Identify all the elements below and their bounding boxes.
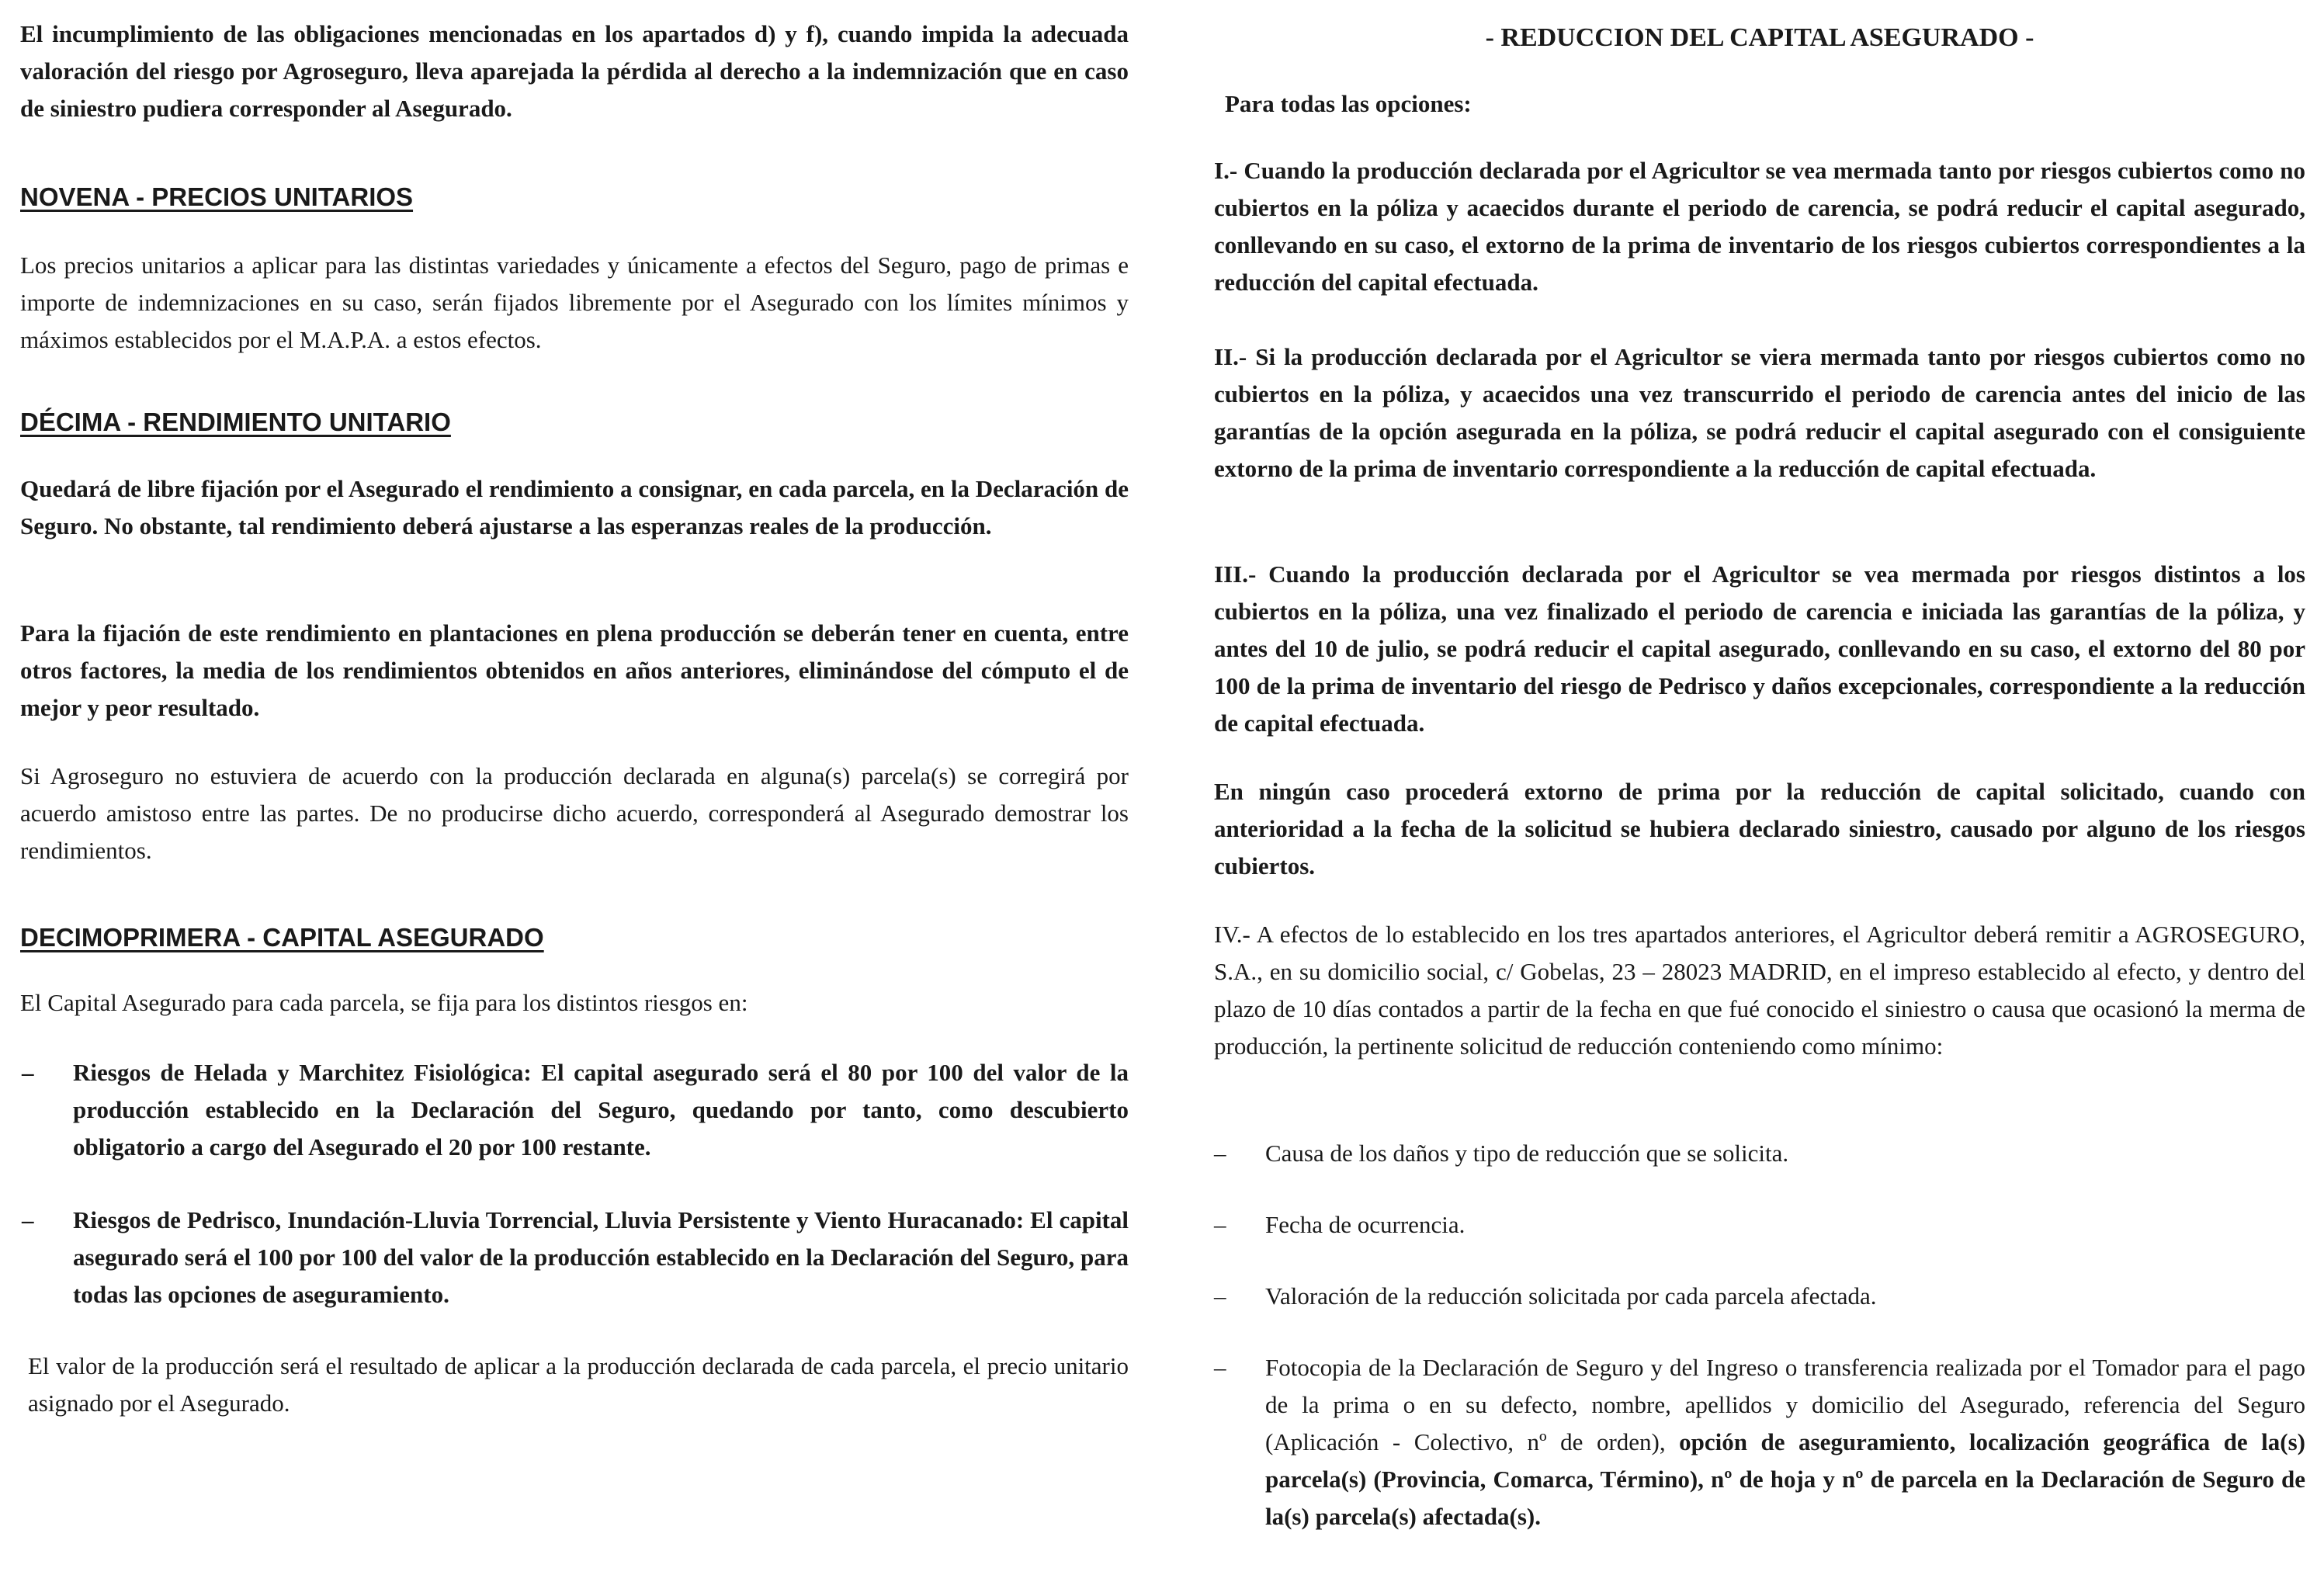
reduccion-subtitle: Para todas las opciones: [1225, 90, 1472, 117]
list-item-regular-text: Fotocopia de la Declaración de Seguro y del Ingreso o transferencia realizada por el Tomador para el pago de la prima o en su defecto, nombre, apellidos y domicilio del Asegurado, referencia del Seguro (Aplicación - Colectivo, nº de orden), [1265, 1354, 2305, 1455]
decima-paragraph-1: Quedará de libre fijación por el Asegurado el rendimiento a consignar, en cada parcela, en la Declaración de Seguro. No obstante, tal rendimiento deberá ajustarse a las esperanzas reales de la producción. [20, 475, 1129, 539]
list-item [1214, 1206, 2305, 1244]
dash-bullet: – [1214, 1140, 1226, 1167]
list-item-text: Riesgos de Helada y Marchitez Fisiológica: El capital asegurado será el 80 por 100 del valor de la producción establecido en la Declaración del Seguro, quedando por tanto, como descubierto obligatorio a cargo del Asegurado el 20 por 100 restante. [73, 1059, 1129, 1160]
decima-paragraph-3: Si Agroseguro no estuviera de acuerdo con la producción declarada en alguna(s) parcela(s) se corregirá por acuerdo amistoso entre las partes. De no producirse dicho acuerdo, corresponderá al Asegurado demostrar los rendimientos. [20, 762, 1129, 864]
dash-bullet: – [1214, 1354, 1226, 1381]
list-item-text [1265, 1349, 2305, 1535]
reduccion-title: - REDUCCION DEL CAPITAL ASEGURADO - [1485, 23, 2034, 52]
dash-bullet: – [1214, 1282, 1226, 1310]
decima-heading: DÉCIMA - RENDIMIENTO UNITARIO [20, 408, 451, 436]
novena-text: Los precios unitarios a aplicar para las distintas variedades y únicamente a efectos del Seguro, pago de primas e importe de indemnizaciones en su caso, serán fijados libremente por el Asegurado con los límites mínimos y máximos establecidos por el M.A.P.A. a estos efectos. [20, 252, 1129, 353]
list-item-text: Fecha de ocurrencia. [1265, 1211, 1466, 1238]
list-item [1214, 1278, 2305, 1315]
dash-bullet: – [1214, 1211, 1226, 1238]
dash-bullet: – [22, 1206, 34, 1233]
list-item-text: Valoración de la reducción solicitada por cada parcela afectada. [1265, 1282, 1877, 1310]
reduccion-paragraph-4: En ningún caso procederá extorno de prima por la reducción de capital solicitado, cuando con anterioridad a la fecha de la solicitud se hubiera declarado siniestro, causado por alguno de los riesgos cubiertos. [1214, 778, 2305, 879]
list-item [1214, 1349, 2305, 1535]
list-item [22, 1202, 1129, 1313]
reduccion-paragraph-2: II.- Si la producción declarada por el Agricultor se viera mermada tanto por riesgos cubiertos como no cubiertos en la póliza, y acaecidos una vez transcurrido el periodo de carencia antes del inicio de las garantías de la opción asegurada en la póliza, se podrá reducir el capital asegurado con el consiguiente extorno de la prima de inventario correspondiente a la reducción de capital efectuada. [1214, 343, 2305, 482]
reduccion-paragraph-1: I.- Cuando la producción declarada por el Agricultor se vea mermada tanto por riesgos cubiertos como no cubiertos en la póliza y acaecidos durante el periodo de carencia, se podrá reducir el capital asegurado, conllevando en su caso, el extorno de la prima de inventario de los riesgos cubiertos correspondientes a la reducción del capital efectuada. [1214, 157, 2305, 296]
decimoprimera-outro: El valor de la producción será el resultado de aplicar a la producción declarada de cada parcela, el precio unitario asignado por el Asegurado. [28, 1352, 1129, 1417]
list-item-text: Riesgos de Pedrisco, Inundación-Lluvia Torrencial, Lluvia Persistente y Viento Huracanado: El capital asegurado será el 100 por 100 del valor de la producción establecido en la Declaración del Seguro, para todas las opciones de aseguramiento. [73, 1206, 1129, 1308]
decimoprimera-heading: DECIMOPRIMERA - CAPITAL ASEGURADO [20, 923, 544, 952]
list-item-bold-text: opción de aseguramiento, localización geográfica de la(s) parcela(s) (Provincia, Comarca, Término), nº de hoja y nº de parcela en la Declaración de Seguro de la(s) parcela(s) afectada(s). [1265, 1428, 2305, 1530]
reduccion-paragraph-5: IV.- A efectos de lo establecido en los tres apartados anteriores, el Agricultor deberá remitir a AGROSEGURO, S.A., en su domicilio social, c/ Gobelas, 23 – 28023 MADRID, en el impreso establecido al efecto, y dentro del plazo de 10 días contados a partir de la fecha en que fué conocido el siniestro o causa que ocasionó la merma de producción, la pertinente solicitud de reducción conteniendo como mínimo: [1214, 921, 2305, 1060]
decima-paragraph-2: Para la fijación de este rendimiento en plantaciones en plena producción se deberán tener en cuenta, entre otros factores, la media de los rendimientos obtenidos en años anteriores, eliminándose del cómputo el de mejor y peor resultado. [20, 619, 1129, 721]
novena-heading: NOVENA - PRECIOS UNITARIOS [20, 182, 414, 211]
intro-paragraph: El incumplimiento de las obligaciones mencionadas en los apartados d) y f), cuando impida la adecuada valoración del riesgo por Agroseguro, lleva aparejada la pérdida al derecho a la indemnización que en caso de siniestro pudiera corresponder al Asegurado. [20, 20, 1129, 122]
dash-bullet: – [22, 1059, 34, 1086]
list-item [22, 1054, 1129, 1166]
decimoprimera-intro: El Capital Asegurado para cada parcela, se fija para los distintos riesgos en: [20, 989, 748, 1016]
list-item [1214, 1135, 2305, 1172]
list-item-text: Causa de los daños y tipo de reducción que se solicita. [1265, 1140, 1789, 1167]
reduccion-paragraph-3: III.- Cuando la producción declarada por el Agricultor se vea mermada por riesgos distintos a los cubiertos en la póliza, una vez finalizado el periodo de carencia e iniciada las garantías de la póliza, y antes del 10 de julio, se podrá reducir el capital asegurado, conllevando en su caso, el extorno del 80 por 100 de la prima de inventario del riesgo de Pedrisco y daños excepcionales, correspondiente a la reducción de capital efectuada. [1214, 560, 2305, 737]
